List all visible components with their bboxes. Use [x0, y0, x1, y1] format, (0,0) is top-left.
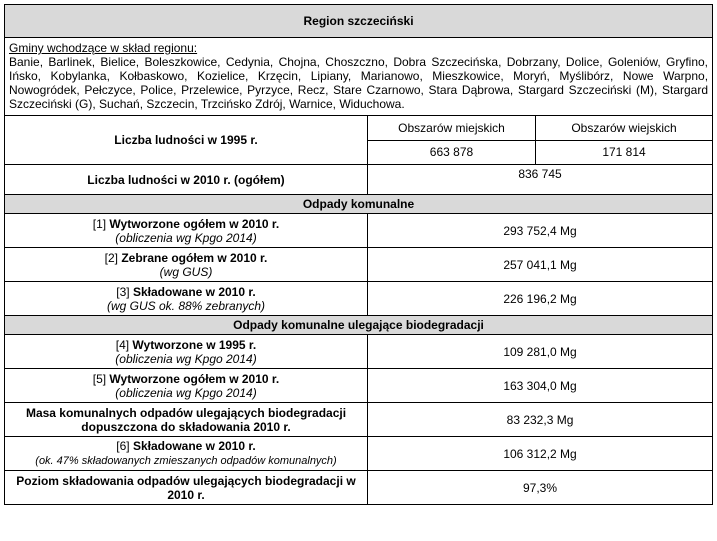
bio-row-6-value: 106 312,2 Mg	[368, 437, 713, 471]
bio-row-5-label	[5, 369, 368, 403]
rural-population-value: 171 814	[536, 140, 713, 165]
row-index: [1]	[92, 216, 110, 231]
row-note: (wg GUS)	[159, 264, 213, 279]
row-index: [2]	[104, 250, 122, 265]
landfill-level-value: 97,3%	[368, 471, 713, 505]
row-note: (obliczenia wg Kpgo 2014)	[115, 385, 257, 400]
bio-row-4-label	[5, 335, 368, 369]
row-index: [6]	[116, 439, 133, 453]
municipal-row-3-label	[5, 282, 368, 316]
bio-row-4-value: 109 281,0 Mg	[368, 335, 713, 369]
bio-row-6-label	[5, 437, 368, 471]
region-data-table	[4, 4, 713, 505]
section-biodegradable-waste: Odpady komunalne ulegające biodegradacji	[5, 316, 713, 335]
section-municipal-waste: Odpady komunalne	[5, 195, 713, 214]
row-index: [5]	[92, 371, 110, 386]
bio-row-5-value: 163 304,0 Mg	[368, 369, 713, 403]
allowed-mass-value: 83 232,3 Mg	[368, 403, 713, 437]
row-note: (wg GUS ok. 88% zebranych)	[106, 298, 266, 313]
region-title: Region szczeciński	[5, 5, 713, 38]
population-1995-label: Liczba ludności w 1995 r.	[5, 116, 368, 165]
landfill-level-label: Poziom składowania odpadów ulegających biodegradacji w 2010 r.	[5, 471, 368, 505]
row-title: Wytworzone ogółem w 2010 r.	[109, 216, 280, 231]
population-2010-value: 836 745	[368, 165, 713, 195]
row-title: Wytworzone w 1995 r.	[132, 337, 257, 352]
allowed-mass-label: Masa komunalnych odpadów ulegających biodegradacji dopuszczona do składowania 2010 r.	[5, 403, 368, 437]
urban-population-value: 663 878	[368, 140, 536, 165]
municipal-row-1-value: 293 752,4 Mg	[368, 214, 713, 248]
municipal-row-1-label	[5, 214, 368, 248]
row-title: Składowane w 2010 r.	[132, 439, 256, 453]
municipal-row-2-value: 257 041,1 Mg	[368, 248, 713, 282]
row-title: Składowane w 2010 r.	[132, 284, 256, 299]
urban-header: Obszarów miejskich	[368, 116, 536, 141]
rural-header: Obszarów wiejskich	[536, 116, 713, 141]
municipalities-cell	[5, 38, 713, 116]
row-note: (obliczenia wg Kpgo 2014)	[115, 351, 257, 366]
population-2010-label: Liczba ludności w 2010 r. (ogółem)	[5, 165, 368, 195]
row-index: [3]	[116, 284, 133, 299]
municipal-row-3-value: 226 196,2 Mg	[368, 282, 713, 316]
municipalities-heading: Gminy wchodzące w skład regionu:	[9, 41, 198, 55]
municipal-row-2-label	[5, 248, 368, 282]
row-title: Wytworzone ogółem w 2010 r.	[109, 371, 280, 386]
row-index: [4]	[115, 337, 133, 352]
row-note: (obliczenia wg Kpgo 2014)	[115, 230, 257, 245]
row-title: Zebrane ogółem w 2010 r.	[121, 250, 268, 265]
row-note: (ok. 47% składowanych zmieszanych odpadów komunalnych)	[35, 455, 337, 467]
municipalities-list: Banie, Barlinek, Bielice, Boleszkowice, Cedynia, Chojna, Choszczno, Dobra Szczecińska, Dobrzany, Dolice, Goleniów, Gryfino, Ińsko, Kobylanka, Kołbaskowo, Kozielice, Krzęcin, Lipiany, Marianowo, Mieszkowice, Moryń, Myślibórz, Nowe Warpno, Nowogródek, Pełczyce, Police, Przelewice, Pyrzyce, Recz, Stare Czarnowo, Stara Dąbrowa, Stargard Szczeciński (M), Stargard Szczeciński (G), Suchań, Szczecin, Trzcińsko Zdrój, Warnice, Widuchowa.	[9, 55, 709, 111]
